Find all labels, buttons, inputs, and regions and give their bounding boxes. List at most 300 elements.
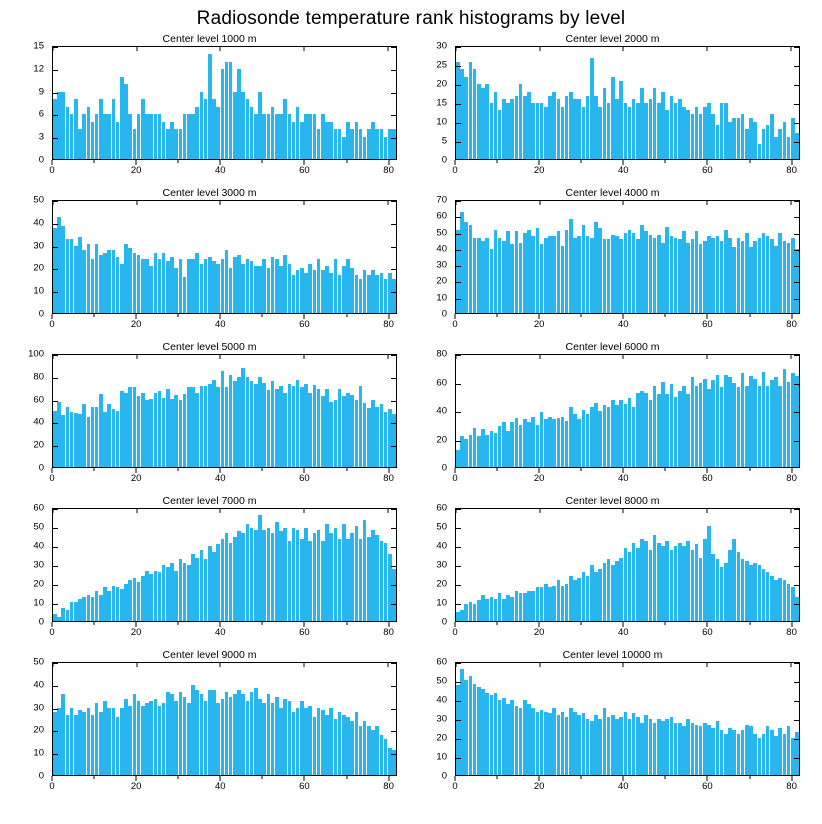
y-tick-right <box>794 299 799 300</box>
y-tick <box>456 142 461 143</box>
bar <box>384 739 388 775</box>
y-tick-label: 15 <box>33 40 44 52</box>
y-tick <box>53 604 58 605</box>
y-tick <box>456 720 461 721</box>
bar <box>325 122 329 159</box>
bar <box>78 129 82 159</box>
bar <box>737 238 741 313</box>
bar <box>191 387 195 467</box>
bar <box>124 393 128 467</box>
bar <box>716 375 720 467</box>
bar <box>170 563 174 621</box>
bar <box>246 377 250 467</box>
bar <box>267 114 271 159</box>
bar <box>149 114 153 159</box>
y-tick-right <box>794 217 799 218</box>
bar <box>686 394 690 467</box>
bar <box>334 528 338 621</box>
bar <box>519 425 523 467</box>
bar <box>649 550 653 621</box>
x-tick-label: 80 <box>786 319 797 330</box>
bar <box>250 261 254 313</box>
x-tick-minor <box>497 468 498 471</box>
bar <box>183 277 187 313</box>
bar <box>258 515 262 621</box>
bar <box>661 92 665 159</box>
bar <box>371 270 375 313</box>
bar <box>490 695 494 775</box>
bar <box>531 708 535 775</box>
bar <box>141 99 145 159</box>
bar <box>384 279 388 313</box>
bar <box>582 713 586 775</box>
x-tick-minor <box>346 314 347 317</box>
bar <box>552 586 556 621</box>
bar <box>510 244 514 313</box>
y-tick-right <box>391 292 396 293</box>
x-tick-top <box>623 47 624 51</box>
bar <box>561 586 565 621</box>
x-tick-label: 60 <box>702 473 713 484</box>
bar <box>494 230 498 313</box>
bar <box>590 565 594 621</box>
y-tick <box>53 566 58 567</box>
bar <box>250 381 254 467</box>
bar <box>300 387 304 467</box>
bar <box>308 114 312 159</box>
bar <box>640 539 644 621</box>
bar <box>640 723 644 775</box>
bar <box>519 243 523 313</box>
bar <box>82 712 86 775</box>
y-tick-label: 50 <box>436 675 447 687</box>
bar <box>275 259 279 313</box>
bar <box>686 243 690 313</box>
bar <box>644 541 648 621</box>
bar <box>481 595 485 621</box>
bar <box>342 524 346 621</box>
y-tick-label: 50 <box>436 521 447 533</box>
bar <box>644 103 648 159</box>
y-tick <box>53 292 58 293</box>
bar <box>783 734 787 775</box>
bar <box>745 233 749 313</box>
bar <box>346 259 350 313</box>
x-tick-minor <box>581 160 582 163</box>
x-tick-minor <box>749 468 750 471</box>
y-tick-right <box>794 758 799 759</box>
bar <box>791 738 795 775</box>
bar <box>657 719 661 775</box>
bar <box>469 602 473 621</box>
chart-panel <box>411 32 814 186</box>
bar <box>665 394 669 467</box>
bar <box>456 612 460 621</box>
bar <box>557 418 561 467</box>
bar <box>70 708 74 775</box>
bar <box>515 231 519 313</box>
x-tick-top <box>790 47 791 51</box>
bar <box>569 708 573 775</box>
bar <box>124 699 128 775</box>
bar <box>774 246 778 313</box>
bar <box>283 393 287 467</box>
y-tick-right <box>391 378 396 379</box>
plot-area <box>436 348 800 474</box>
bar <box>611 715 615 775</box>
bar <box>112 409 116 467</box>
bar <box>674 723 678 775</box>
x-tick-minor <box>178 776 179 779</box>
y-tick <box>53 269 58 270</box>
y-tick-label: 0 <box>441 616 447 628</box>
bar <box>149 574 153 621</box>
bar <box>607 717 611 775</box>
y-tick-label: 60 <box>436 376 447 388</box>
bar <box>221 69 225 159</box>
bar <box>57 217 61 313</box>
bar <box>57 708 61 775</box>
bar <box>271 107 275 159</box>
bar <box>716 125 720 159</box>
bar <box>770 576 774 621</box>
y-tick <box>456 234 461 235</box>
bar <box>128 580 132 621</box>
x-tick-minor <box>178 314 179 317</box>
bar <box>691 114 695 159</box>
plot-frame <box>455 200 800 314</box>
x-tick-top <box>53 509 54 513</box>
x-tick-top <box>456 201 457 205</box>
bar <box>456 685 460 775</box>
bar <box>640 391 644 467</box>
bar <box>191 554 195 621</box>
bar <box>456 230 460 313</box>
x-axis <box>49 776 397 796</box>
bar <box>292 712 296 775</box>
x-tick-top <box>303 509 304 513</box>
plot-area <box>33 656 397 782</box>
bar <box>371 530 375 621</box>
bar <box>682 231 686 313</box>
bar <box>778 233 782 313</box>
x-tick-minor <box>497 314 498 317</box>
bar <box>720 241 724 313</box>
bar <box>317 708 321 775</box>
y-tick-right <box>391 585 396 586</box>
bar <box>674 546 678 621</box>
bar <box>195 558 199 621</box>
bar <box>548 96 552 159</box>
bar <box>657 235 661 313</box>
bar <box>271 257 275 313</box>
bar-series <box>456 201 799 313</box>
bar <box>141 576 145 621</box>
bar <box>225 533 229 621</box>
plot-frame <box>52 508 397 622</box>
bar <box>208 257 212 313</box>
bar <box>603 708 607 775</box>
bar <box>753 241 757 313</box>
bar <box>523 593 527 621</box>
bar <box>66 610 70 621</box>
x-axis <box>452 468 800 488</box>
x-tick-top <box>539 355 540 359</box>
bar <box>99 99 103 159</box>
x-tick-minor <box>749 622 750 625</box>
bar <box>758 144 762 159</box>
y-tick <box>456 585 461 586</box>
bar <box>191 114 195 159</box>
bar <box>187 703 191 775</box>
bar <box>350 129 354 159</box>
bar <box>749 118 753 159</box>
bar <box>334 400 338 467</box>
bar <box>469 62 473 159</box>
y-tick-right <box>391 686 396 687</box>
bar <box>711 114 715 159</box>
bar <box>174 129 178 159</box>
bar <box>53 712 57 775</box>
bar <box>371 730 375 775</box>
bar <box>225 250 229 313</box>
bar <box>53 99 57 159</box>
bar <box>325 524 329 621</box>
bar <box>502 99 506 159</box>
y-tick <box>456 758 461 759</box>
y-tick-right <box>391 269 396 270</box>
bar <box>95 591 99 621</box>
bar <box>304 273 308 313</box>
bar <box>636 548 640 621</box>
bar <box>174 395 178 467</box>
bar <box>745 129 749 159</box>
y-tick <box>456 528 461 529</box>
bar <box>296 530 300 621</box>
bar <box>375 535 379 621</box>
y-tick-label: 0 <box>38 154 44 166</box>
bar <box>473 428 477 467</box>
bar <box>212 99 216 159</box>
panel-title: Center level 7000 m <box>162 495 257 507</box>
y-axis-labels <box>411 656 451 782</box>
bar <box>485 435 489 467</box>
bar <box>57 92 61 159</box>
bar <box>544 419 548 467</box>
x-tick-top <box>136 663 137 667</box>
x-tick-label: 20 <box>533 165 545 176</box>
bar <box>216 264 220 313</box>
bar <box>544 712 548 775</box>
y-tick-label: 80 <box>436 348 447 360</box>
bar <box>359 539 363 621</box>
bar <box>212 552 216 621</box>
bar <box>170 122 174 159</box>
bar <box>116 122 120 159</box>
y-tick <box>53 355 58 356</box>
bar <box>536 103 540 159</box>
bar <box>795 133 799 159</box>
bar <box>212 380 216 467</box>
bar <box>246 701 250 775</box>
bar <box>506 231 510 313</box>
bar <box>221 371 225 467</box>
bar <box>91 122 95 159</box>
bar <box>795 597 799 621</box>
x-tick-label: 40 <box>214 627 226 638</box>
bar <box>78 599 82 621</box>
x-tick-label: 0 <box>452 473 458 484</box>
bar <box>350 268 354 313</box>
x-tick-top <box>53 47 54 51</box>
bar <box>594 96 598 159</box>
bar <box>636 393 640 467</box>
bar <box>103 701 107 775</box>
bar <box>686 541 690 621</box>
bar <box>367 275 371 313</box>
bar <box>262 703 266 775</box>
y-tick-right <box>794 682 799 683</box>
x-tick-top <box>303 663 304 667</box>
bar <box>527 92 531 159</box>
bar <box>137 701 141 775</box>
bar <box>464 222 468 313</box>
bar <box>99 394 103 467</box>
x-tick-label: 0 <box>49 473 55 484</box>
bar <box>166 567 170 621</box>
bar <box>703 379 707 467</box>
bar <box>707 103 711 159</box>
bar <box>624 404 628 467</box>
bar <box>485 693 489 775</box>
y-tick-label: 0 <box>441 154 447 166</box>
x-tick-label: 20 <box>130 627 142 638</box>
bar <box>329 708 333 775</box>
bar <box>762 734 766 775</box>
bar <box>300 122 304 159</box>
x-tick-label: 0 <box>452 319 458 330</box>
panel-title: Center level 8000 m <box>565 495 660 507</box>
y-tick-label: 0 <box>38 616 44 628</box>
bar <box>334 259 338 313</box>
bar <box>544 107 548 159</box>
y-tick <box>53 754 58 755</box>
bar <box>116 717 120 775</box>
bar <box>149 399 153 467</box>
y-tick-label: 40 <box>436 540 447 552</box>
bar <box>329 533 333 621</box>
x-tick-minor <box>262 468 263 471</box>
y-tick <box>456 217 461 218</box>
bar <box>271 381 275 467</box>
bar <box>267 694 271 775</box>
bar <box>636 717 640 775</box>
bar <box>275 389 279 467</box>
y-tick <box>456 282 461 283</box>
bar <box>695 231 699 313</box>
bar <box>225 387 229 467</box>
x-tick-top <box>790 201 791 205</box>
bar <box>502 698 506 775</box>
x-tick-minor <box>178 468 179 471</box>
x-tick-minor <box>497 160 498 163</box>
x-tick-label: 40 <box>617 473 629 484</box>
y-tick-right <box>391 709 396 710</box>
bar <box>506 431 510 467</box>
bar <box>577 419 581 467</box>
bar <box>317 259 321 313</box>
bar <box>208 690 212 775</box>
bar <box>745 386 749 467</box>
bar <box>791 118 795 159</box>
y-tick-right <box>794 412 799 413</box>
bar <box>691 239 695 313</box>
bar-series <box>456 663 799 775</box>
bar <box>170 694 174 775</box>
bar <box>682 546 686 621</box>
bar <box>603 405 607 467</box>
bar <box>363 520 367 621</box>
bar <box>758 738 762 775</box>
bar <box>460 669 464 775</box>
bar <box>87 244 91 313</box>
x-axis <box>49 468 397 488</box>
bar <box>128 248 132 313</box>
bar <box>531 103 535 159</box>
bar <box>187 114 191 159</box>
bar <box>670 236 674 313</box>
bar <box>481 689 485 775</box>
bar <box>778 728 782 775</box>
bar <box>133 129 137 159</box>
bar <box>745 725 749 775</box>
bar <box>557 715 561 775</box>
bar <box>531 236 535 313</box>
bar <box>124 584 128 621</box>
y-tick <box>53 47 58 48</box>
bar <box>586 719 590 775</box>
x-tick-top <box>623 509 624 513</box>
y-tick-label: 15 <box>436 97 447 109</box>
bar <box>275 522 279 621</box>
panel-title: Center level 3000 m <box>162 187 257 199</box>
bar <box>732 383 736 467</box>
bar <box>624 548 628 621</box>
bar <box>154 114 158 159</box>
bar <box>498 700 502 775</box>
bar <box>699 558 703 621</box>
x-tick-minor <box>262 622 263 625</box>
bar <box>657 103 661 159</box>
x-axis <box>452 622 800 642</box>
bar <box>204 559 208 621</box>
bar <box>183 114 187 159</box>
bar <box>216 387 220 467</box>
bar <box>490 431 494 467</box>
bar <box>250 107 254 159</box>
y-tick-label: 0 <box>441 770 447 782</box>
bar <box>527 704 531 775</box>
bar <box>133 387 137 467</box>
bar <box>355 122 359 159</box>
bar <box>561 246 565 313</box>
bar <box>346 717 350 775</box>
bar <box>632 407 636 467</box>
bar <box>103 412 107 467</box>
bar <box>254 266 258 313</box>
y-tick-label: 10 <box>436 116 447 128</box>
panel-title: Center level 5000 m <box>162 341 257 353</box>
